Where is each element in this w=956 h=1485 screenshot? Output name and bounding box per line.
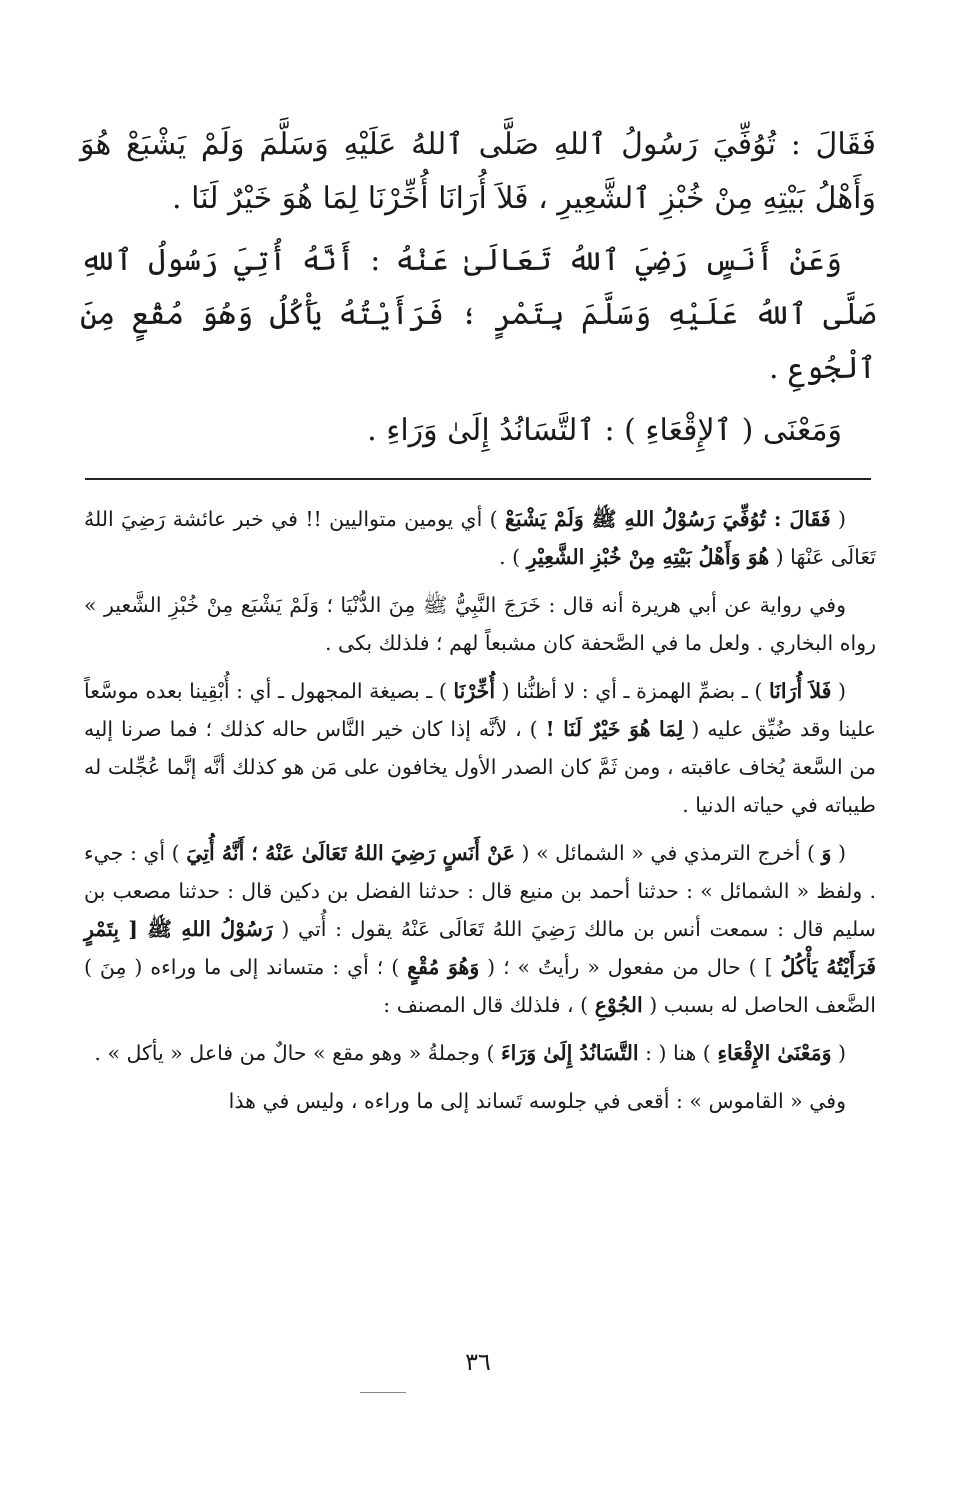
commentary-text: ) ، لأنَّه إذا كان خير النَّاس حاله كذلك ؛ فما صرنا إليه من السَّعة يُخاف عاقبته ، ومن ثَمَّ كان الصدر الأول يخافون على مَن هو كذلك أنَّه إنَّما عُجِّلت له طيباته في حياته الدنيا . xyxy=(84,717,876,817)
commentary-text: ( xyxy=(831,841,846,865)
commentary-paragraph-5 xyxy=(84,1034,876,1072)
commentary-paragraph-3 xyxy=(84,672,876,824)
main-paragraph-1: فَقَالَ : تُوُفِّيَ رَسُولُ ٱللهِ صَلَّى ٱللهُ عَلَيْهِ وَسَلَّمَ وَلَمْ يَشْبَعْ هُوَ وَأَهْلُ بَيْتِهِ مِنْ خُبْزِ ٱلشَّعِيرِ ، فَلاَ أُرَانَا أُخِّرْنَا لِمَا هُوَ خَيْرٌ لَنَا . xyxy=(80,127,876,216)
commentary-paragraph-4 xyxy=(84,834,876,1024)
quoted-text: وَ xyxy=(821,841,832,865)
quoted-text: فَلاَ أُرَانَا xyxy=(768,679,832,703)
quoted-text: وَهُوَ مُقْعٍ xyxy=(407,955,480,979)
commentary-text: ( xyxy=(831,1041,846,1065)
commentary-paragraph-1 xyxy=(84,500,876,576)
quoted-text: أُخِّرْنَا xyxy=(453,679,496,703)
quoted-text: التَّسَانُدُ إِلَىٰ وَرَاءَ xyxy=(501,1041,639,1065)
main-text xyxy=(80,118,876,466)
commentary-text: ] ) حال من مفعول « رأيتُ » ؛ ( xyxy=(479,955,781,979)
commentary-text: ( xyxy=(830,507,846,531)
commentary-text: ) وجملةُ « وهو مقع » حالٌ من فاعل « يأكل » . xyxy=(94,1041,502,1065)
page-number: ٣٦ xyxy=(465,1348,491,1376)
quoted-text: وَمَعْنَىٰ الإِقْعَاءِ xyxy=(717,1041,832,1065)
commentary-text: ) ، فلذلك قال المصنف : xyxy=(383,993,595,1017)
quoted-text: رَسُوْلُ اللهِ ﷺ [ بِتَمْرٍ فَرَأَيْتُهُ يَأْكُلُ xyxy=(84,917,876,979)
quoted-text: عَنْ أَنَسٍ رَضِيَ اللهُ تَعَالَىٰ عَنْهُ ؛ أَنَّهُ أُتِيَ xyxy=(186,841,515,865)
footnote-separator xyxy=(85,478,871,480)
quoted-text: فَقَالَ : تُوُفِّيَ رَسُوْلُ اللهِ ﷺ وَلَمْ يَشْبَعْ xyxy=(504,507,831,531)
commentary-text: ) أي : جيء . ولفظ « الشمائل » : حدثنا أحمد بن منيع قال : حدثنا الفضل بن دكين قال : حدثنا مصعب بن سليم قال : سمعت أنس بن مالك رَضِيَ اللهُ تَعَالَى عَنْهُ يقول : أُتي ( xyxy=(84,841,876,941)
main-paragraph-3: وَمَعْنَى ( ٱلإِقْعَاءِ ) : ٱلتَّسَانُدُ إِلَىٰ وَرَاءِ . xyxy=(367,413,842,448)
commentary-text: ) أخرج الترمذي في « الشمائل » ( xyxy=(515,841,822,865)
commentary-text: ) . xyxy=(499,545,527,569)
quoted-text: الجُوْعِ xyxy=(594,993,643,1017)
commentary-text: ) ـ بصيغة المجهول ـ أي : أُبْقِينا بعده موسَّعاً علينا وقد ضُيِّق عليه ( xyxy=(84,679,877,741)
commentary-text: ) هنا ( : xyxy=(638,1041,718,1065)
commentary-text: ) أي يومين متواليين !! في خبر عائشة رَضِيَ اللهُ تَعَالَى عَنْهَا ( xyxy=(84,507,876,569)
commentary-text: وفي « القاموس » : أقعى في جلوسه تَساند إلى ما وراءه ، وليس في هذا xyxy=(228,1089,846,1113)
commentary-text: ) ؛ أي : متساند إلى ما وراءه ( مِنَ ) الضَّعف الحاصل له بسبب ( xyxy=(84,955,876,1017)
commentary xyxy=(84,500,876,1130)
commentary-text: وفي رواية عن أبي هريرة أنه قال : خَرَجَ النَّبِيُّ ﷺ مِنَ الدُّنْيَا ؛ وَلَمْ يَشْبَع مِنْ خُبْزِ الشَّعير » رواه البخاري . ولعل ما في الصَّحفة كان مشبعاً لهم ؛ فلذلك بكى . xyxy=(84,593,876,655)
commentary-text: ( xyxy=(831,679,847,703)
quoted-text: هُوَ وَأَهْلُ بَيْتِهِ مِنْ خُبْزِ الشَّعِيْرِ xyxy=(526,545,770,569)
main-paragraph-2: وَعَنْ أَنَسٍ رَضِيَ ٱللهُ تَعَالَىٰ عَنْهُ : أَنَّهُ أُتِيَ رَسُولُ ٱللهِ صَلَّى ٱللهُ عَلَيْهِ وَسَلَّمَ بِتَمْرٍ ؛ فَرَأَيْتُهُ يَأْكُلُ وَهُوَ مُقْعٍ مِنَ ٱلْجُوعِ . xyxy=(80,243,876,386)
footer-line xyxy=(360,1392,406,1393)
commentary-text: ) ـ بضمِّ الهمزة ـ أي : لا أظنُّنا ( xyxy=(495,679,769,703)
quoted-text: لِمَا هُوَ خَيْرٌ لَنَا ! xyxy=(545,717,684,741)
commentary-paragraph-6 xyxy=(84,1082,876,1120)
commentary-paragraph-2 xyxy=(84,586,876,662)
